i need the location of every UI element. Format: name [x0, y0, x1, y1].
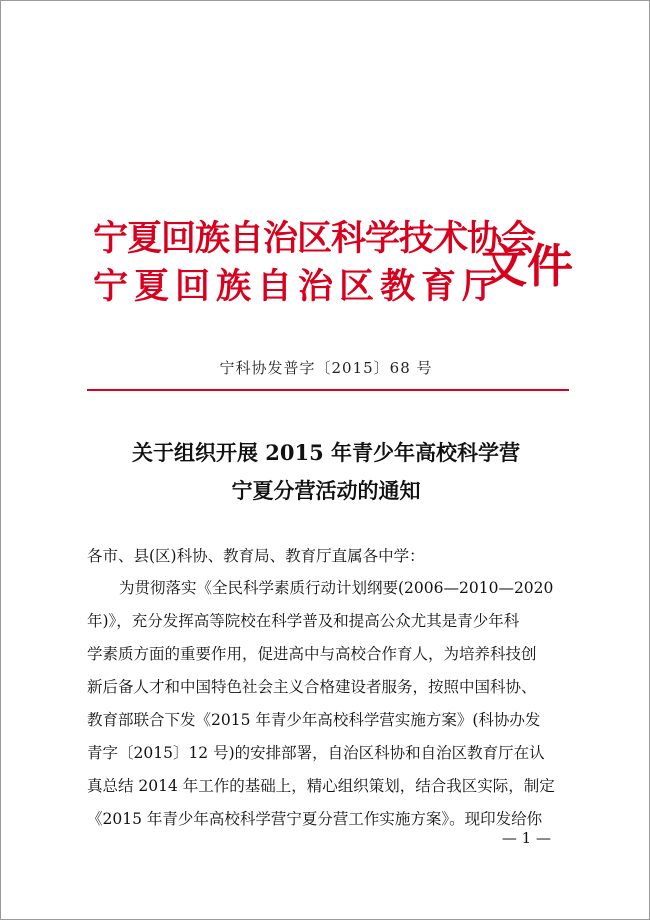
- body-line: 为贯彻落实《全民科学素质行动计划纲要(2006—2010—2020: [119, 579, 554, 597]
- body-line: 学素质方面的重要作用，促进高中与高校合作育人，为培养科技创: [87, 645, 537, 663]
- body-line: 青字〔2015〕12 号)的安排部署，自治区科协和自治区教育厅在认: [87, 744, 545, 762]
- header-divider: [87, 389, 569, 391]
- body-line: 新后备人才和中国特色社会主义合格建设者服务，按照中国科协、: [87, 678, 537, 696]
- document-header: [93, 207, 583, 317]
- body-line: 教育部联合下发《2015 年青少年高校科学营实施方案》(科协办发: [87, 711, 541, 729]
- body-line: 真总结 2014 年工作的基础上，精心组织策划，结合我区实际，制定: [87, 777, 555, 795]
- document-label: 文件: [481, 239, 573, 293]
- document-title-line-1: 关于组织开展 2015 年青少年高校科学营: [131, 440, 521, 465]
- issuer-name-2: 宁夏回族自治区教育厅: [93, 266, 504, 307]
- salutation: 各市、县(区)科协、教育局、教育厅直属各中学：: [87, 547, 425, 565]
- document-title-line-2: 宁夏分营活动的通知: [231, 478, 421, 503]
- body-line: 《2015 年青少年高校科学营宁夏分营工作实施方案》。现印发给你: [87, 810, 543, 828]
- issuer-name-1: 宁夏回族自治区科学技术协会: [93, 218, 536, 259]
- body-line: 年)》，充分发挥高等院校在科学普及和提高公众尤其是青少年科: [87, 612, 520, 630]
- document-number: 宁科协发普字〔2015〕68 号: [219, 359, 433, 377]
- page-number: — 1 —: [501, 829, 551, 847]
